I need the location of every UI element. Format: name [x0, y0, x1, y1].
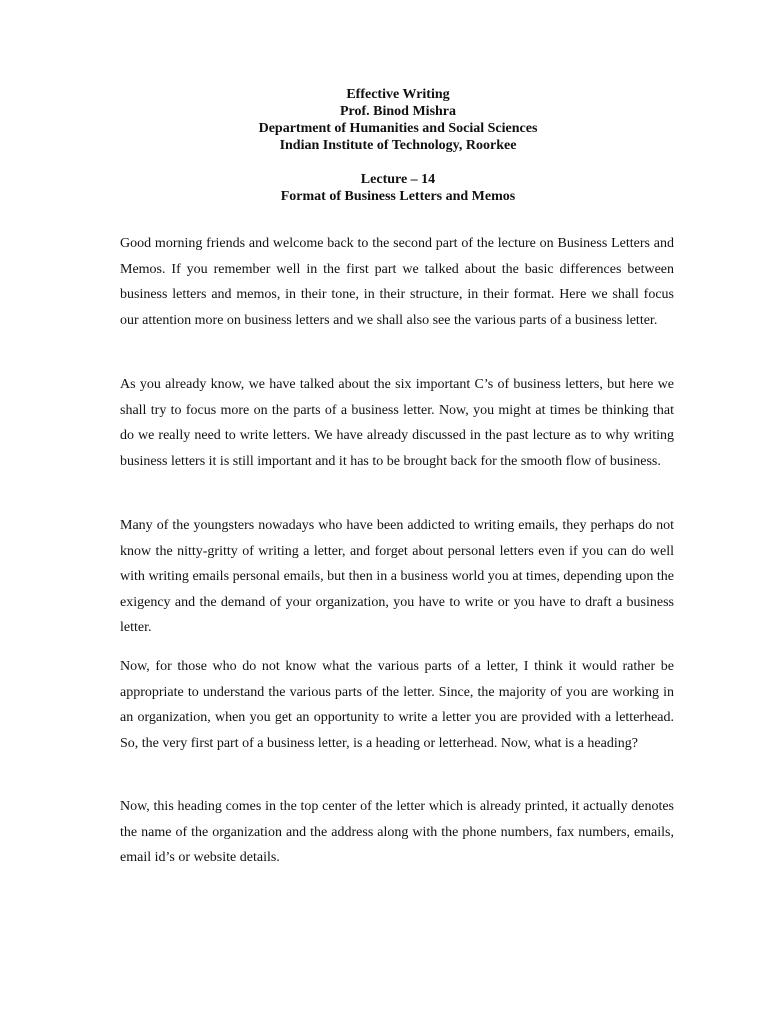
paragraph: Good morning friends and welcome back to the second part of the lecture on Business Letters and Memos. If you remember well in the first part we talked about the basic differences between business letters and memos, in their tone, in their structure, in their format. Here we shall focus our attention more on business letters and we shall also see the various parts of a business letter. — [120, 236, 674, 328]
paragraph: As you already know, we have talked about the six important C’s of business letters, but here we shall try to focus more on the parts of a business letter. Now, you might at times be thinking that do we really need to write letters. We have already discussed in the past lecture as to why writing business letters it is still important and it has to be brought back for the smooth flow of business. — [120, 377, 674, 469]
document-header — [0, 86, 768, 154]
lecture-heading — [0, 171, 768, 205]
department-name: Department of Humanities and Social Sciences — [258, 121, 538, 136]
paragraph: Now, this heading comes in the top center of the letter which is already printed, it actually denotes the name of the organization and the address along with the phone numbers, fax numbers, emails, email id’s or website details. — [120, 799, 674, 865]
lecture-title: Format of Business Letters and Memos — [280, 189, 516, 204]
institute-name: Indian Institute of Technology, Roorkee — [279, 138, 517, 153]
paragraph: Many of the youngsters nowadays who have been addicted to writing emails, they perhaps do not know the nitty-gritty of writing a letter, and forget about personal letters even if you can do well with writing emails personal emails, but then in a business world you at times, depending upon the exigency and the demand of your organization, you have to write or you have to draft a business letter. — [120, 518, 674, 635]
course-title: Effective Writing — [346, 87, 450, 102]
paragraph: Now, for those who do not know what the various parts of a letter, I think it would rather be appropriate to understand the various parts of the letter. Since, the majority of you are working in an organization, when you get an opportunity to write a letter you are provided with a letterhead. So, the very first part of a business letter, is a heading or letterhead. Now, what is a heading? — [120, 659, 674, 751]
professor-name: Prof. Binod Mishra — [339, 104, 457, 119]
lecture-number: Lecture – 14 — [360, 172, 436, 187]
